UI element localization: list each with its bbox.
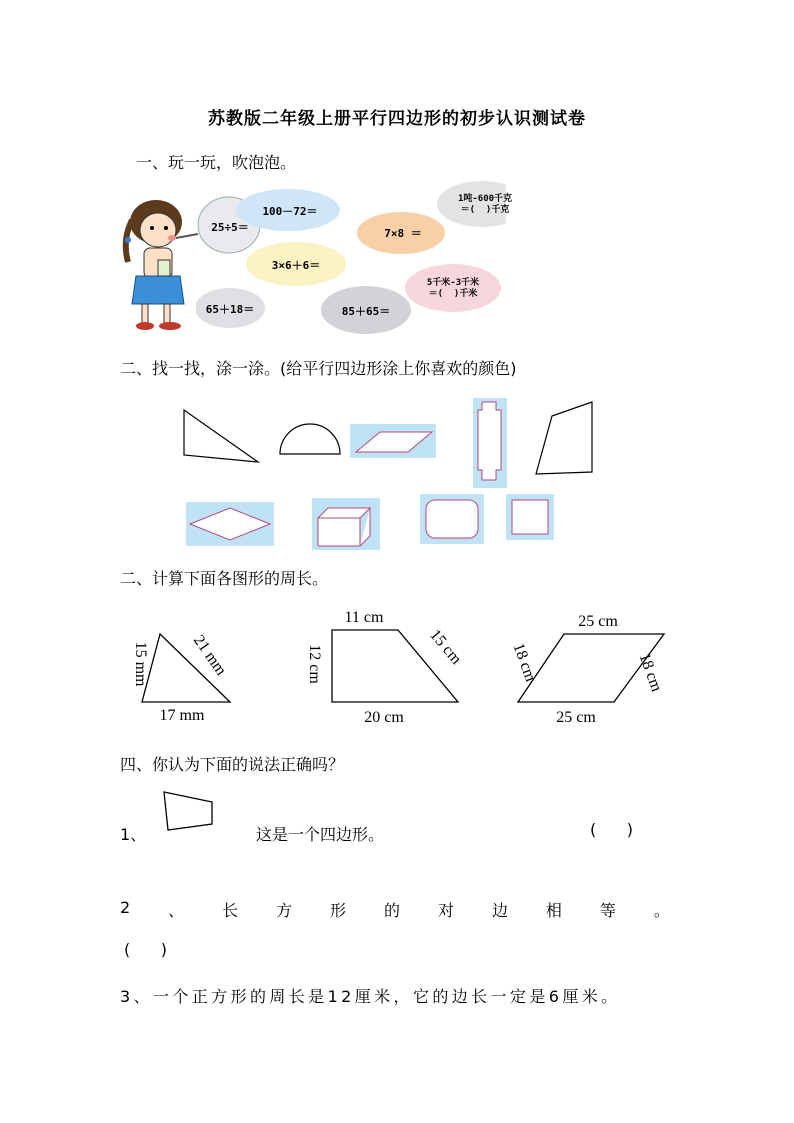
section3-heading: 二、计算下面各图形的周长。 xyxy=(120,569,329,588)
girl-blowing-bubbles-illustration xyxy=(118,192,198,337)
perimeter-figures xyxy=(118,600,678,740)
shape-right-triangle xyxy=(184,410,258,462)
q2-char: 的 xyxy=(384,901,401,920)
section1-heading: 一、玩一玩，吹泡泡。 xyxy=(136,153,297,172)
bubble-5: 5千米-3千米 ＝( )千米 xyxy=(426,278,480,299)
parallelogram-right-label: 18 cm xyxy=(635,650,665,694)
triangle-bottom-label: 17 mm xyxy=(159,707,205,724)
triangle-left-label: 15 mm xyxy=(132,641,149,687)
shape-notched-rect xyxy=(478,402,501,480)
bubble-3: 7×8 ＝ xyxy=(384,226,422,240)
q1-number: 1、 xyxy=(120,825,147,844)
section4-heading: 四、你认为下面的说法正确吗？ xyxy=(120,755,345,774)
q1-quadrilateral-figure xyxy=(160,788,216,834)
q2-char: 。 xyxy=(653,901,670,920)
triangle-right-label: 21 mm xyxy=(189,632,230,679)
q2-char: 、 xyxy=(168,901,185,920)
shape-trapezium xyxy=(536,402,592,474)
shapes-to-color xyxy=(170,390,610,560)
q2-statement xyxy=(120,898,670,921)
trapezoid-right-label: 15 cm xyxy=(426,626,465,668)
parallelogram-left-label: 18 cm xyxy=(509,640,539,684)
parallelogram-bottom-label: 25 cm xyxy=(556,709,596,726)
trapezoid-left-label: 12 cm xyxy=(306,644,323,684)
q2-char: 等 xyxy=(599,901,616,920)
q2-char: 2 xyxy=(120,898,131,917)
parallelogram-top-label: 25 cm xyxy=(578,613,618,630)
q2-char: 对 xyxy=(437,901,454,920)
bubble-6: 65＋18＝ xyxy=(205,302,255,316)
bubble-0: 25÷5＝ xyxy=(211,220,249,234)
bubble-1: 100－72＝ xyxy=(262,204,318,218)
section2-heading: 二、找一找，涂一涂。(给平行四边形涂上你喜欢的颜色) xyxy=(120,359,517,378)
q2-char: 边 xyxy=(491,901,508,920)
bubble-7: 85＋65＝ xyxy=(341,304,391,318)
shape-rounded-rect xyxy=(426,500,478,538)
q3-statement: 3、一个正方形的周长是12厘米，它的边长一定是6厘米。 xyxy=(120,987,621,1006)
bubble-4: 3×6＋6＝ xyxy=(271,258,321,272)
q2-char: 相 xyxy=(545,901,562,920)
trapezoid-top-label: 11 cm xyxy=(344,609,384,626)
q2-answer-paren[interactable]: ( ) xyxy=(124,940,167,959)
q2-char: 形 xyxy=(330,901,347,920)
page-title: 苏教版二年级上册平行四边形的初步认识测试卷 xyxy=(208,109,586,129)
q1-text: 这是一个四边形。 xyxy=(256,825,385,844)
shape-square xyxy=(512,500,548,534)
q2-char: 长 xyxy=(222,901,239,920)
q1-answer-paren[interactable]: ( ) xyxy=(590,820,633,839)
q2-char: 方 xyxy=(276,901,293,920)
bubble-2: 1吨-600千克 ＝( )千克 xyxy=(457,194,513,215)
shape-semicircle xyxy=(280,424,340,454)
trapezoid-bottom-label: 20 cm xyxy=(364,709,404,726)
